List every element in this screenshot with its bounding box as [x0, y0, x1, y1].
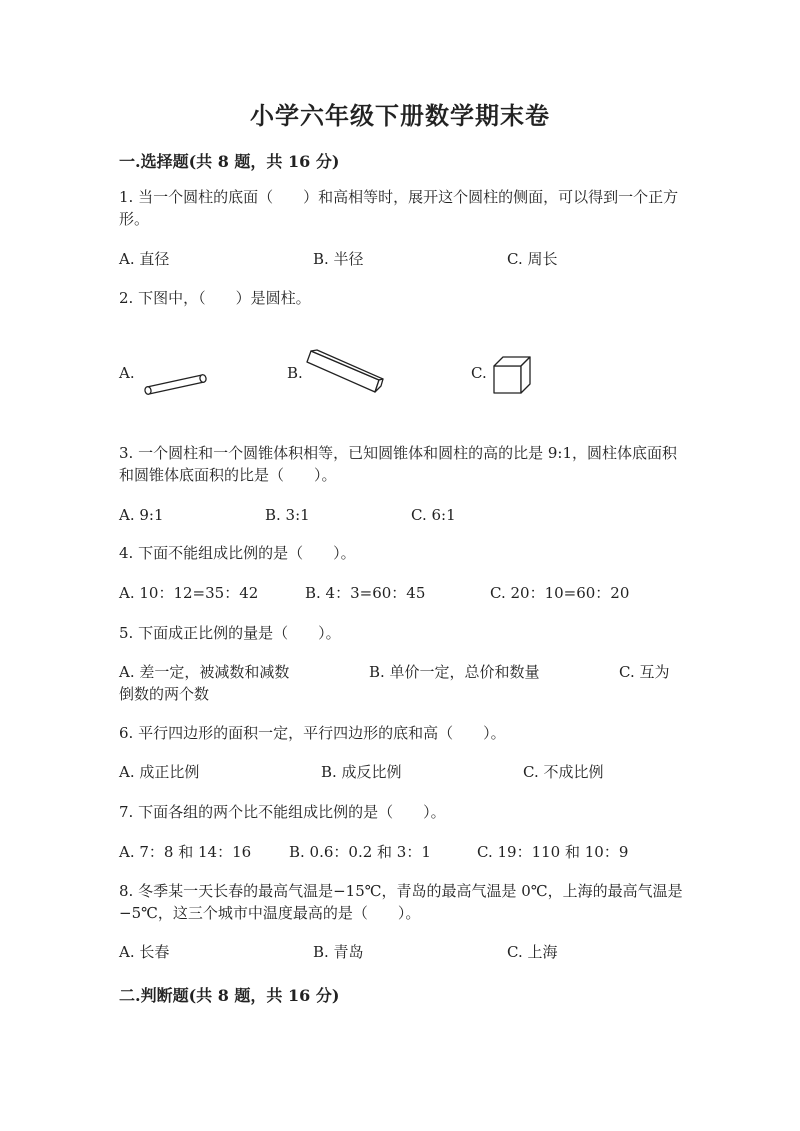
- cylinder-figure: [140, 370, 210, 400]
- q1-option-c[interactable]: C. 周长: [507, 250, 558, 268]
- q4-option-c[interactable]: C. 20：10=60：20: [490, 584, 630, 602]
- q7-option-c[interactable]: C. 19：110 和 10：9: [477, 843, 629, 861]
- q7-option-b[interactable]: B. 0.6：0.2 和 3：1: [289, 843, 431, 861]
- question-6: 6. 平行四边形的面积一定，平行四边形的底和高（ ）。: [119, 724, 506, 742]
- q5-option-b[interactable]: B. 单价一定，总价和数量: [369, 663, 540, 681]
- section-heading-choice: 一.选择题(共 8 题，共 16 分): [119, 152, 340, 171]
- q8-option-c[interactable]: C. 上海: [507, 943, 558, 961]
- q1-option-b[interactable]: B. 半径: [313, 250, 364, 268]
- q5-option-a[interactable]: A. 差一定，被减数和减数: [119, 663, 290, 681]
- q4-option-a[interactable]: A. 10：12=35：42: [119, 584, 259, 602]
- q6-option-b[interactable]: B. 成反比例: [321, 763, 402, 781]
- q8-option-b[interactable]: B. 青岛: [313, 943, 364, 961]
- question-5: 5. 下面成正比例的量是（ ）。: [119, 624, 341, 642]
- cube-figure: [491, 355, 533, 397]
- section-heading-judgement: 二.判断题(共 8 题，共 16 分): [119, 986, 340, 1005]
- q2-option-b[interactable]: B.: [287, 364, 303, 382]
- q3-option-c[interactable]: C. 6:1: [411, 506, 456, 524]
- question-8: 8. 冬季某一天长春的最高气温是−15℃，青岛的最高气温是 0℃，上海的最高气温是−5℃，这三个城市中温度最高的是（ ）。: [119, 882, 683, 922]
- triangular-prism-figure: [303, 348, 385, 396]
- q2-option-a[interactable]: A.: [119, 364, 135, 382]
- q3-option-b[interactable]: B. 3:1: [265, 506, 310, 524]
- q2-option-c[interactable]: C.: [471, 364, 487, 382]
- question-4: 4. 下面不能组成比例的是（ ）。: [119, 544, 356, 562]
- question-3: 3. 一个圆柱和一个圆锥体积相等，已知圆锥体和圆柱的高的比是 9:1，圆柱体底面积和圆锥体底面积的比是（ ）。: [119, 444, 677, 484]
- page-title: 小学六年级下册数学期末卷: [250, 101, 550, 130]
- q6-option-c[interactable]: C. 不成比例: [523, 763, 604, 781]
- q7-option-a[interactable]: A. 7：8 和 14：16: [119, 843, 252, 861]
- q1-option-a[interactable]: A. 直径: [119, 250, 170, 268]
- question-1: 1. 当一个圆柱的底面（ ）和高相等时，展开这个圆柱的侧面，可以得到一个正方形。: [119, 188, 679, 228]
- q3-option-a[interactable]: A. 9:1: [119, 506, 164, 524]
- q6-option-a[interactable]: A. 成正比例: [119, 763, 200, 781]
- question-2: 2. 下图中，（ ）是圆柱。: [119, 289, 311, 307]
- q5-option-c-continued: 倒数的两个数: [119, 685, 210, 703]
- question-7: 7. 下面各组的两个比不能组成比例的是（ ）。: [119, 803, 446, 821]
- q5-option-c[interactable]: C. 互为: [619, 663, 670, 681]
- q8-option-a[interactable]: A. 长春: [119, 943, 170, 961]
- q4-option-b[interactable]: B. 4：3=60：45: [305, 584, 426, 602]
